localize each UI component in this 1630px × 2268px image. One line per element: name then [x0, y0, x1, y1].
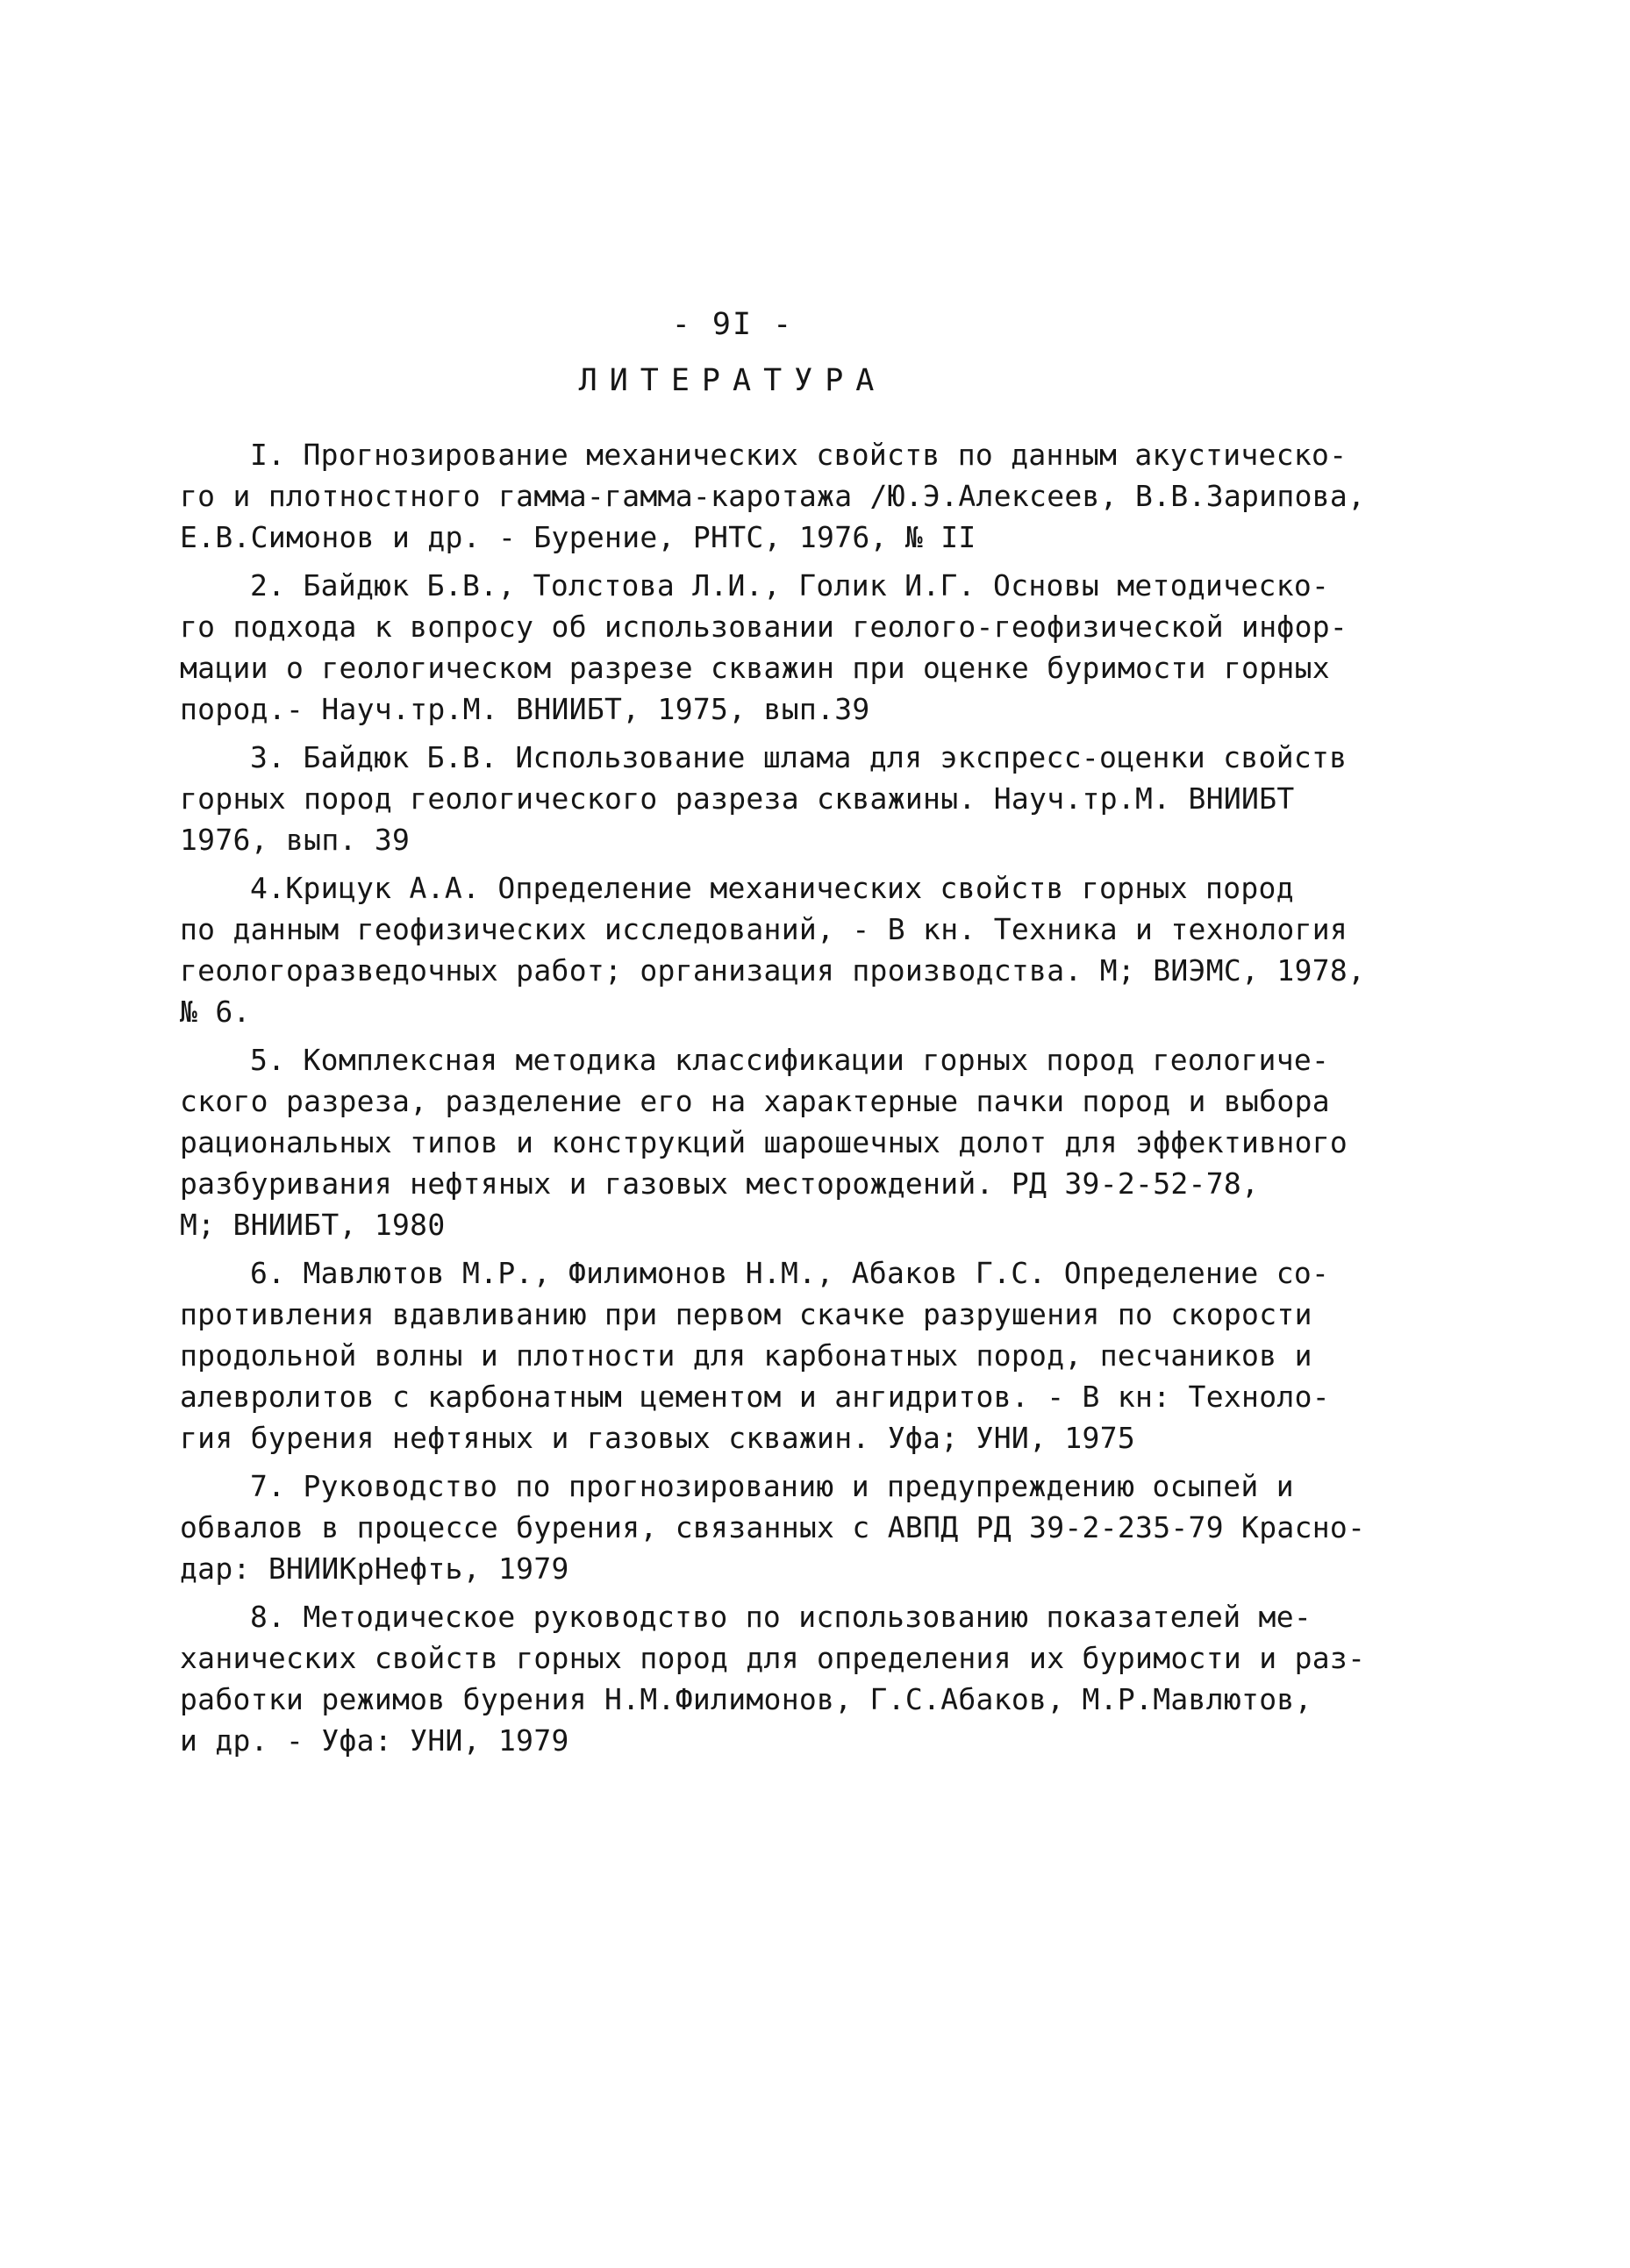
reference-line: по данным геофизических исследований, - В кн. Техника и технология [180, 912, 1348, 946]
reference-item [180, 1596, 1366, 1761]
reference-line: противления вдавливанию при первом скачке разрушения по скорости [180, 1297, 1312, 1331]
reference-line: работки режимов бурения Н.М.Филимонов, Г.С.Абаков, М.Р.Мавлютов, [180, 1682, 1312, 1716]
reference-line: и др. - Уфа: УНИ, 1979 [180, 1723, 569, 1758]
reference-line: 2. Байдюк Б.В., Толстова Л.И., Голик И.Г. Основы методическо- [250, 568, 1330, 603]
reference-list [180, 434, 1366, 1761]
reference-line: 4.Крицук А.А. Определение механических свойств горных пород [250, 871, 1294, 905]
reference-item [180, 434, 1366, 558]
reference-item [180, 1466, 1366, 1589]
reference-line: ского разреза, разделение его на характерные пачки пород и выбора [180, 1084, 1330, 1118]
page-heading: ЛИТЕРАТУРА [578, 363, 887, 398]
reference-line: рациональных типов и конструкций шарошечных долот для эффективного [180, 1125, 1348, 1159]
reference-item [180, 867, 1366, 1032]
reference-line: го и плотностного гамма-гамма-каротажа /Ю.Э.Алексеев, В.В.Зарипова, [180, 479, 1366, 513]
reference-line: ханических свойств горных пород для определения их буримости и раз- [180, 1641, 1366, 1675]
reference-line: 8. Методическое руководство по использованию показателей ме- [250, 1600, 1312, 1634]
reference-line: горных пород геологического разреза скважины. Науч.тр.М. ВНИИБТ [180, 781, 1295, 816]
reference-item [180, 737, 1348, 860]
reference-item [180, 565, 1348, 730]
reference-item [180, 1252, 1330, 1459]
reference-line: геологоразведочных работ; организация производства. М; ВИЭМС, 1978, [180, 953, 1366, 988]
reference-line: го подхода к вопросу об использовании геолого-геофизической инфор- [180, 610, 1348, 644]
reference-line: алевролитов с карбонатным цементом и ангидритов. - В кн: Техноло- [180, 1380, 1330, 1414]
reference-line: пород.- Науч.тр.М. ВНИИБТ, 1975, вып.39 [180, 692, 870, 726]
reference-line: разбуривания нефтяных и газовых месторождений. РД 39-2-52-78, [180, 1166, 1260, 1201]
reference-line: дар: ВНИИКрНефть, 1979 [180, 1551, 569, 1586]
reference-line: продольной волны и плотности для карбонатных пород, песчаников и [180, 1338, 1312, 1373]
reference-line: № 6. [180, 995, 251, 1029]
reference-line: 5. Комплексная методика классификации горных пород геологиче- [250, 1043, 1330, 1077]
reference-line: гия бурения нефтяных и газовых скважин. Уфа; УНИ, 1975 [180, 1421, 1136, 1455]
reference-line: М; ВНИИБТ, 1980 [180, 1208, 446, 1242]
reference-line: 6. Мавлютов М.Р., Филимонов Н.М., Абаков Г.С. Определение со- [250, 1256, 1330, 1290]
document-page [180, 303, 1366, 1768]
reference-line: обвалов в процессе бурения, связанных с АВПД РД 39-2-235-79 Красно- [180, 1510, 1366, 1544]
page-number: - 9I - [671, 307, 794, 342]
reference-line: Е.В.Симонов и др. - Бурение, РНТС, 1976, № II [180, 520, 976, 554]
reference-line: 1976, вып. 39 [180, 823, 411, 857]
reference-line: 7. Руководство по прогнозированию и предупреждению осыпей и [250, 1469, 1294, 1503]
reference-item [180, 1039, 1348, 1245]
reference-line: мации о геологическом разрезе скважин при оценке буримости горных [180, 651, 1330, 685]
reference-line: 3. Байдюк Б.В. Использование шлама для экспресс-оценки свойств [250, 740, 1348, 774]
reference-line: I. Прогнозирование механических свойств по данным акустическо- [250, 438, 1348, 472]
